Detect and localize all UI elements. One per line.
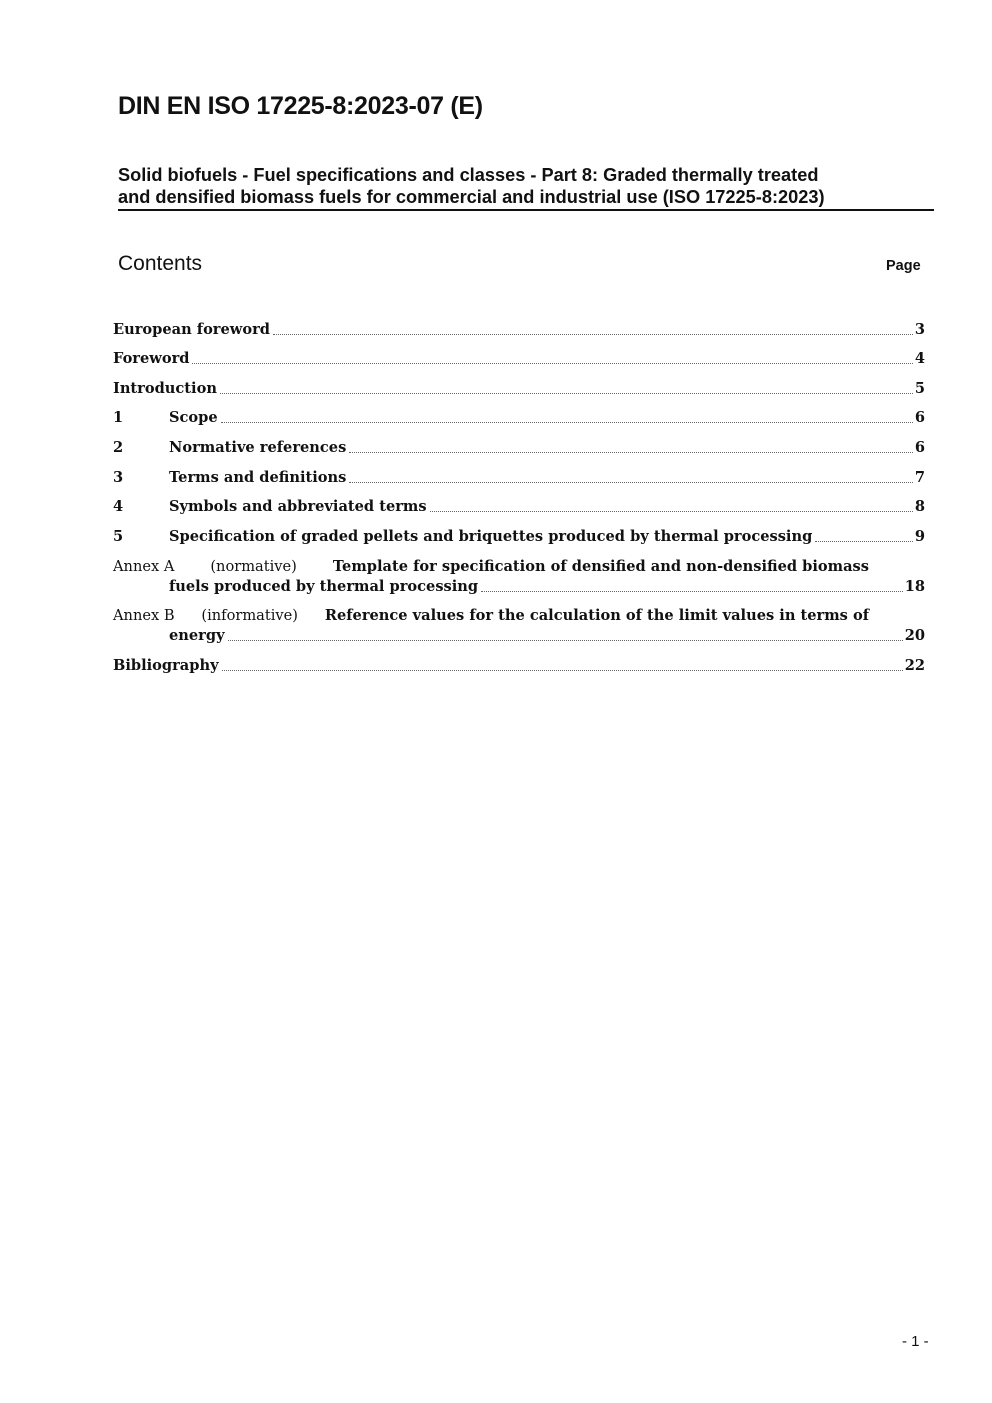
toc-entry-page: 4 xyxy=(914,350,925,367)
footer-page-number: - 1 - xyxy=(902,1333,929,1350)
dot-leader xyxy=(349,481,912,483)
toc-entry-number: 2 xyxy=(113,439,124,456)
dot-leader xyxy=(273,333,913,335)
dot-leader xyxy=(481,590,903,592)
dot-leader xyxy=(222,669,903,671)
document-id: DIN EN ISO 17225-8:2023-07 (E) xyxy=(118,92,483,120)
toc-entry-number: 4 xyxy=(113,498,124,515)
document-subtitle xyxy=(118,164,934,211)
annex-a-kind: (normative) xyxy=(210,558,297,575)
dot-leader xyxy=(349,451,913,453)
dot-leader xyxy=(221,421,913,423)
annex-a-page: 18 xyxy=(904,578,925,595)
subtitle-line-2: and densified biomass fuels for commercial and industrial use (ISO 17225-8:2023) xyxy=(118,187,825,207)
toc-entry-number: 1 xyxy=(113,409,124,426)
toc-entry-specification[interactable] xyxy=(113,527,925,547)
annex-b-title-line-2: energy xyxy=(169,627,225,644)
toc-entry-foreword[interactable] xyxy=(113,349,925,369)
toc-entry-page: 3 xyxy=(914,321,925,338)
toc-entry-number: 5 xyxy=(113,528,124,545)
toc-entry-title: Introduction xyxy=(113,380,217,397)
toc-entry-annex-b[interactable] xyxy=(113,606,925,646)
annex-b-line-1 xyxy=(113,606,869,626)
toc-entry-title: Specification of graded pellets and briquettes produced by thermal processing xyxy=(169,528,813,545)
toc-entry-title: Terms and definitions xyxy=(169,469,347,486)
toc-entry-european-foreword[interactable] xyxy=(113,320,925,340)
toc-entry-title: Foreword xyxy=(113,350,190,367)
toc-entry-scope[interactable] xyxy=(113,408,925,428)
toc-entry-title: European foreword xyxy=(113,321,270,338)
toc-entry-bibliography[interactable] xyxy=(113,656,925,676)
toc-entry-number: 3 xyxy=(113,469,124,486)
toc-entry-page: 9 xyxy=(914,528,925,545)
annex-b-line-2 xyxy=(113,626,925,646)
annex-a-line-1 xyxy=(113,557,869,577)
annex-a-title-line-1: Template for specification of densified and non-densified biomass xyxy=(332,558,869,575)
contents-heading: Contents xyxy=(118,252,203,275)
annex-a-line-2 xyxy=(113,577,925,597)
annex-a-label: Annex A xyxy=(113,558,175,575)
annex-a-title-line-2: fuels produced by thermal processing xyxy=(169,578,479,595)
toc-entry-title: Normative references xyxy=(169,439,347,456)
toc-entry-page: 7 xyxy=(914,469,925,486)
annex-b-title-line-1: Reference values for the calculation of the limit values in terms of xyxy=(324,607,869,624)
toc-entry-page: 22 xyxy=(904,657,925,674)
toc-entry-normative-references[interactable] xyxy=(113,438,925,458)
dot-leader xyxy=(815,540,913,542)
toc-entry-page: 6 xyxy=(914,409,925,426)
dot-leader xyxy=(220,392,913,394)
annex-b-kind: (informative) xyxy=(201,607,298,624)
toc-entry-title: Symbols and abbreviated terms xyxy=(169,498,427,515)
dot-leader xyxy=(228,639,903,641)
dot-leader xyxy=(430,510,913,512)
toc-entry-title: Scope xyxy=(169,409,218,426)
annex-b-page: 20 xyxy=(904,627,925,644)
toc-entry-annex-a[interactable] xyxy=(113,557,925,597)
toc-entry-page: 6 xyxy=(914,439,925,456)
toc-entry-page: 8 xyxy=(914,498,925,515)
dot-leader xyxy=(192,362,912,364)
toc-entry-introduction[interactable] xyxy=(113,379,925,399)
toc-entry-symbols[interactable] xyxy=(113,497,925,517)
toc-entry-terms-definitions[interactable] xyxy=(113,468,925,488)
toc-entry-page: 5 xyxy=(914,380,925,397)
subtitle-line-1: Solid biofuels - Fuel specifications and classes - Part 8: Graded thermally treated xyxy=(118,165,819,185)
page-column-heading: Page xyxy=(886,258,921,274)
toc-entry-title: Bibliography xyxy=(113,657,219,674)
annex-b-label: Annex B xyxy=(113,607,175,624)
